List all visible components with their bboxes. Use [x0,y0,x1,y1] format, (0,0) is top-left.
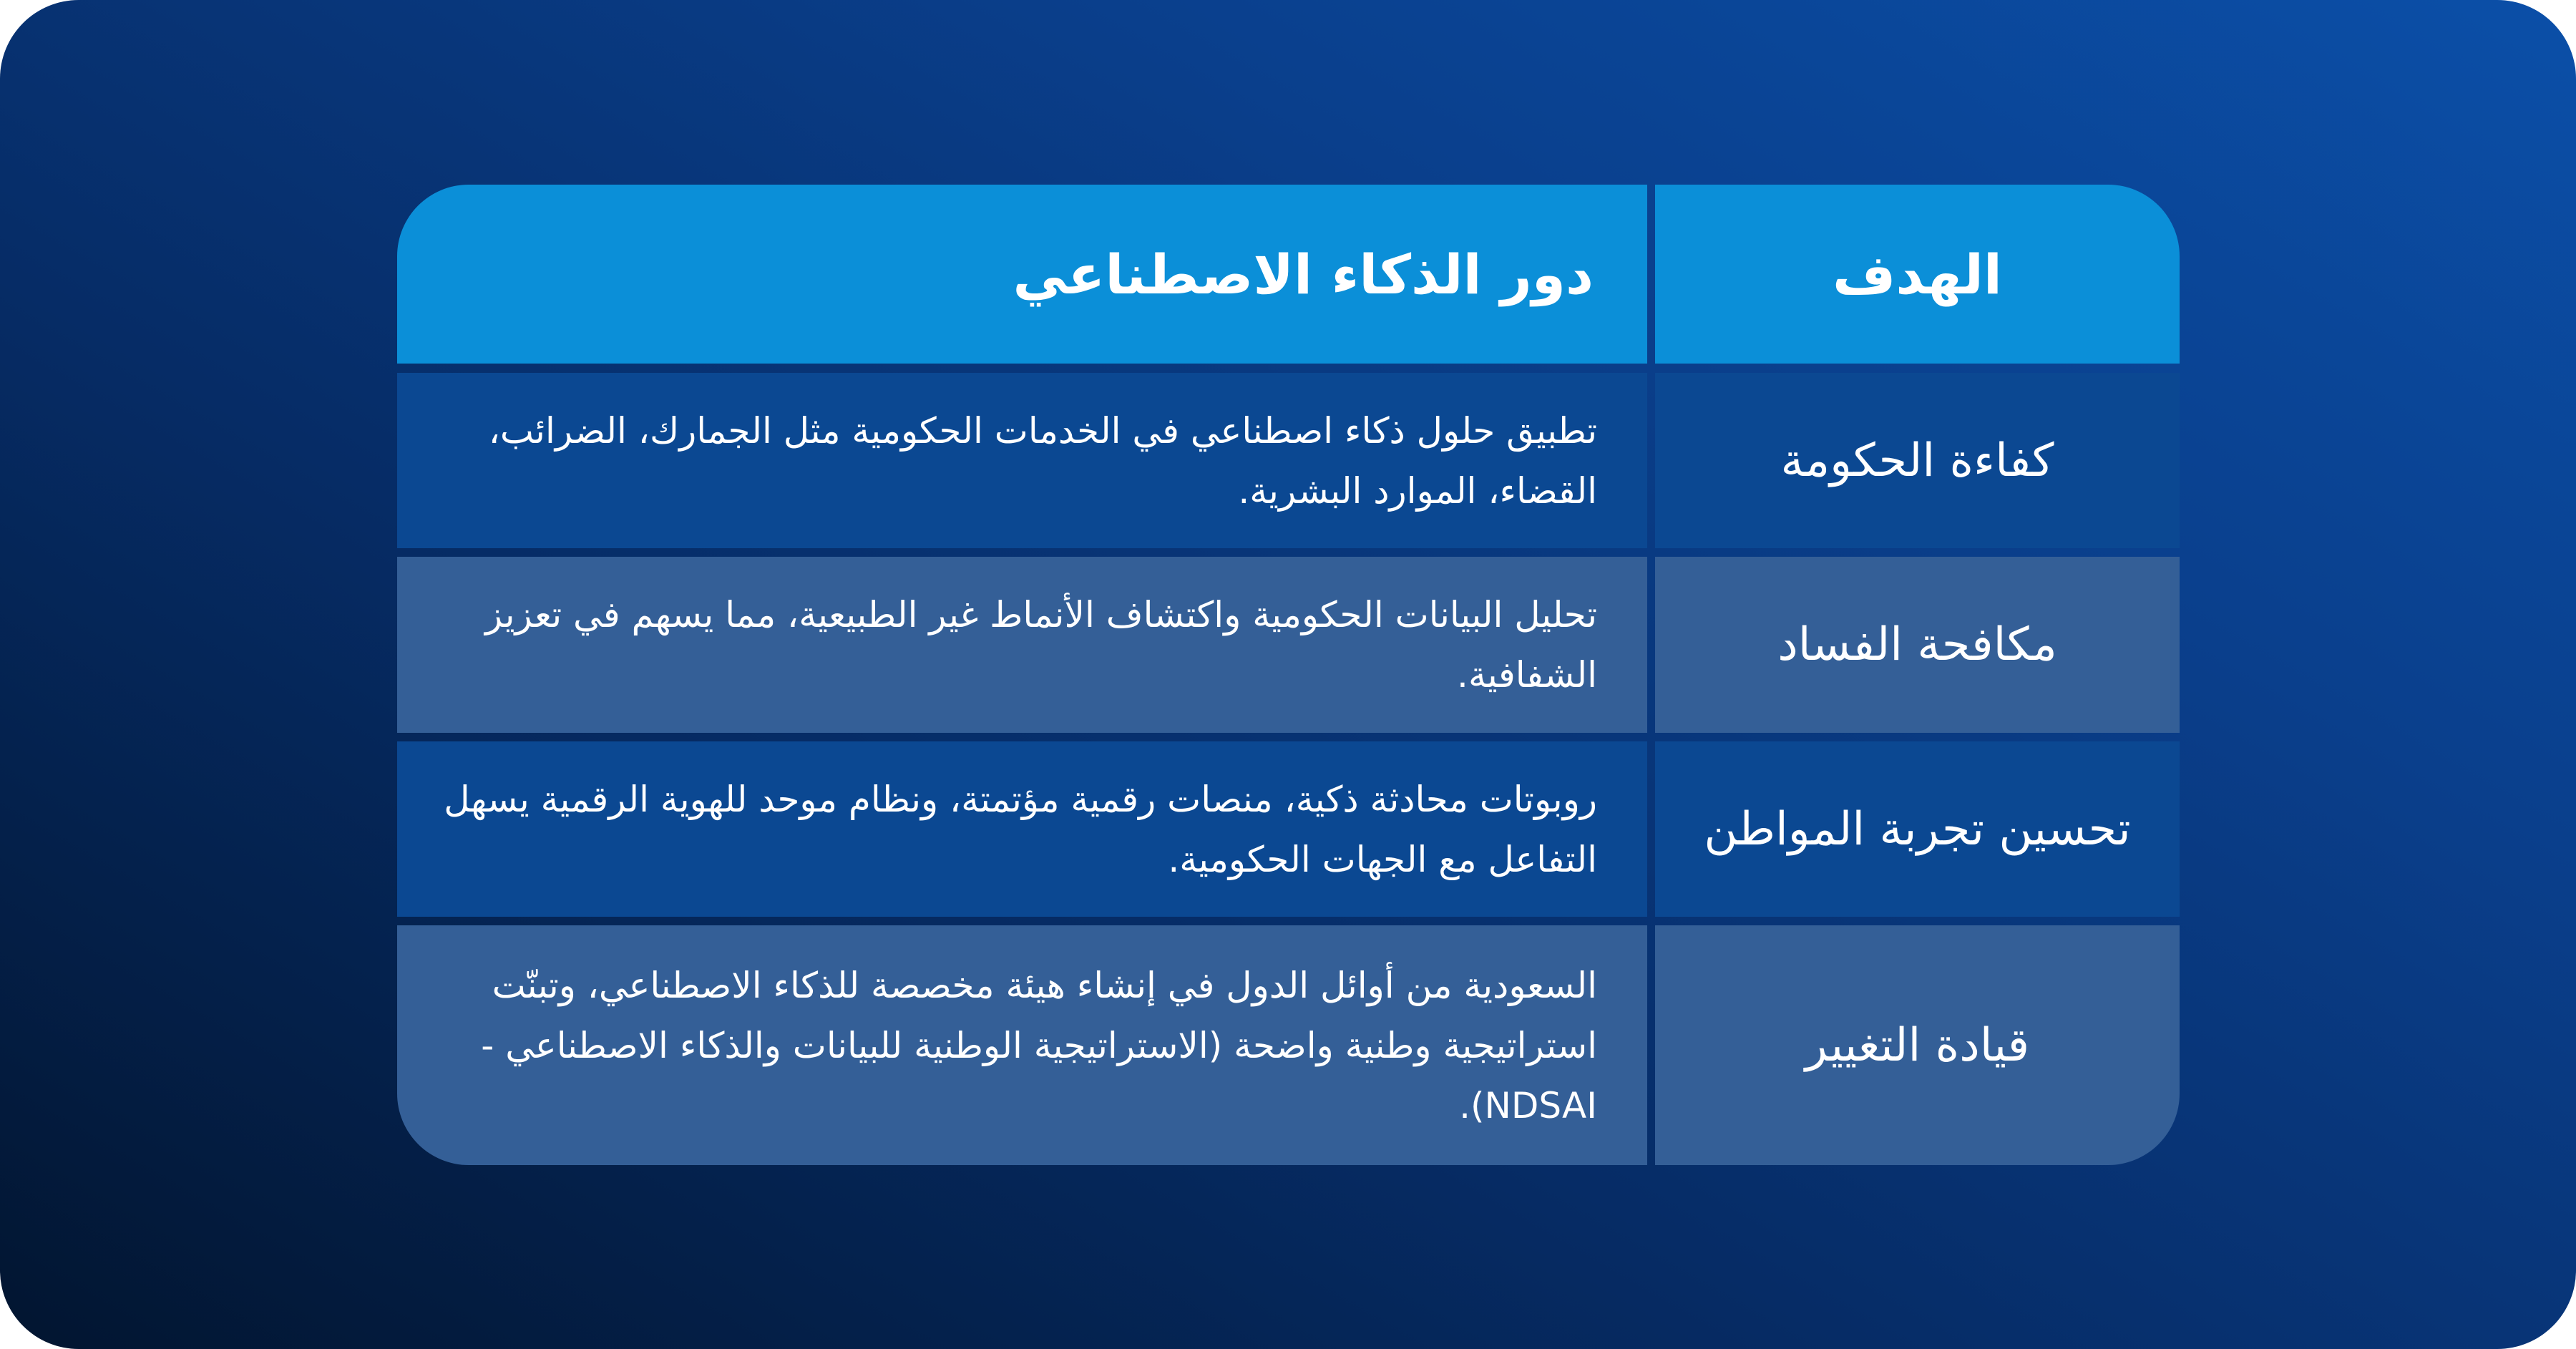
table-row-role: تحليل البيانات الحكومية واكتشاف الأنماط غير الطبيعية، مما يسهم في تعزيز الشفافية. [397,557,1647,733]
table-row-role: السعودية من أوائل الدول في إنشاء هيئة مخصصة للذكاء الاصطناعي، وتبنّت استراتيجية وطنية واضحة (الاستراتيجية الوطنية للبيانات والذكاء الاصطناعي - NDSAI). [397,925,1647,1165]
ai-government-table [397,185,2180,1165]
table-row-goal: قيادة التغيير [1655,925,2180,1165]
table-row-goal: مكافحة الفساد [1655,557,2180,733]
table-row-goal: تحسين تجربة المواطن [1655,741,2180,917]
table-row-role: روبوتات محادثة ذكية، منصات رقمية مؤتمتة، ونظام موحد للهوية الرقمية يسهل التفاعل مع الجهات الحكومية. [397,741,1647,917]
table-row-goal: كفاءة الحكومة [1655,373,2180,548]
header-role: دور الذكاء الاصطناعي [397,185,1647,364]
table-row-role: تطبيق حلول ذكاء اصطناعي في الخدمات الحكومية مثل الجمارك، الضرائب، القضاء، الموارد البشرية. [397,373,1647,548]
header-goal: الهدف [1655,185,2180,364]
